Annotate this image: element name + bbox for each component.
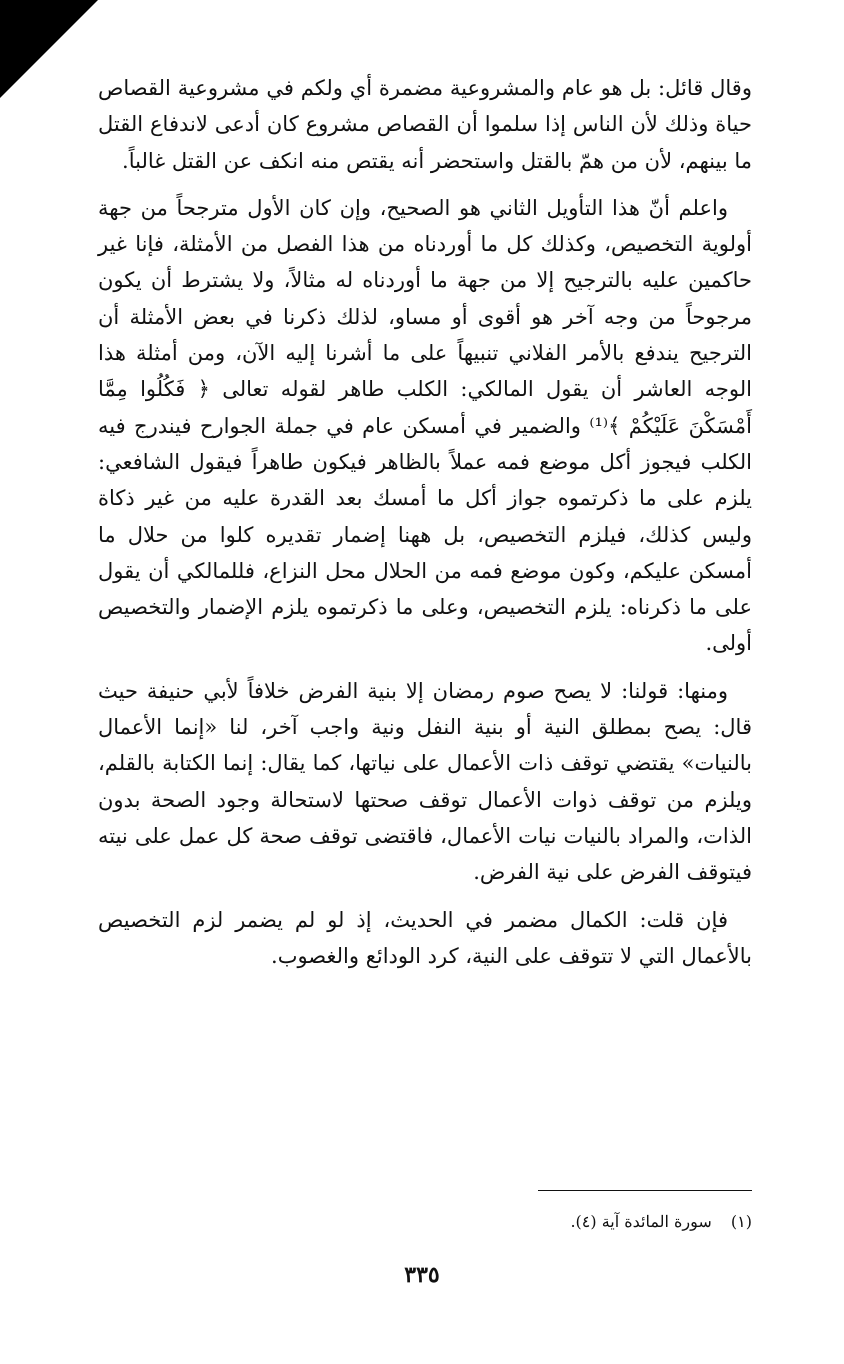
footnote-text: سورة المائدة آية (٤). — [570, 1212, 712, 1231]
footnote-number: (١) — [730, 1212, 752, 1231]
paragraph-1: وقال قائل: بل هو عام والمشروعية مضمرة أي ولكم في مشروعية القصاص حياة وذلك لأن الناس إذا سلموا أن القصاص مشروع كان أدعى لاندفاع القتل ما بينهم، لأن من همّ بالقتل واستحضر أنه يقتص منه انكف عن القتل غالباً. — [98, 76, 752, 173]
page-corner-mark — [0, 0, 98, 98]
page-body — [98, 70, 752, 985]
page-number: ٣٣٥ — [404, 1262, 440, 1288]
paragraph-3: ومنها: قولنا: لا يصح صوم رمضان إلا بنية الفرض خلافاً لأبي حنيفة حيث قال: يصح بمطلق النية أو بنية النفل ونية واجب آخر، لنا «إنما الأعمال بالنيات» يقتضي توقف ذات الأعمال على نياتها، كما يقال: إنما الكتابة بالقلم، ويلزم من توقف ذوات الأعمال توقف صحتها لاستحالة وجود الصحة بدون الذات، والمراد بالنيات نيات الأعمال، فاقتضى توقف صحة كل عمل على نيته فيتوقف الفرض على نية الفرض. — [98, 678, 752, 885]
paragraph-2: واعلم أنّ هذا التأويل الثاني هو الصحيح، وإن كان الأول مترجحاً من جهة أولوية التخصيص، وكذلك كل ما أوردناه من هذا الفصل من الأمثلة، فإنا غير حاكمين عليه بالترجيح إلا من جهة ما أوردناه له مثالاً، ولا يشترط أن يكون مرجوحاً من وجه آخر هو أقوى أو مساو، لذلك ذكرنا في بعض الأمثلة أن الترجيح يندفع بالأمر الفلاني تنبيهاً على ما أشرنا إليه الآن، ومن أمثلة هذا الوجه العاشر أن يقول المالكي: الكلب طاهر لقوله تعالى ﴿ فَكُلُوا مِمَّا أَمْسَكْنَ عَلَيْكُمْ ﴾⁽¹⁾ والضمير في أمسكن عام في جملة الجوارح فيندرج فيه الكلب فيجوز أكل موضع فمه عملاً بالظاهر فيكون طاهراً فيقول الشافعي: يلزم على ما ذكرتموه جواز أكل ما أمسك بعد القدرة عليه من غير ذكاة وليس كذلك، فيلزم التخصيص، بل ههنا إضمار تقديره كلوا من حلال ما أمسكن عليكم، وكون موضع فمه من الحلال محل النزاع، فللمالكي أن يقول على ما ذكرناه: يلزم التخصيص، وعلى ما ذكرتموه يلزم الإضمار والتخصيص أولى. — [98, 195, 752, 656]
paragraph-4: فإن قلت: الكمال مضمر في الحديث، إذ لو لم يضمر لزم التخصيص بالأعمال التي لا تتوقف على النية، كرد الودائع والغصوب. — [98, 907, 752, 968]
footnote — [98, 1212, 752, 1232]
footnote-divider — [538, 1190, 752, 1191]
